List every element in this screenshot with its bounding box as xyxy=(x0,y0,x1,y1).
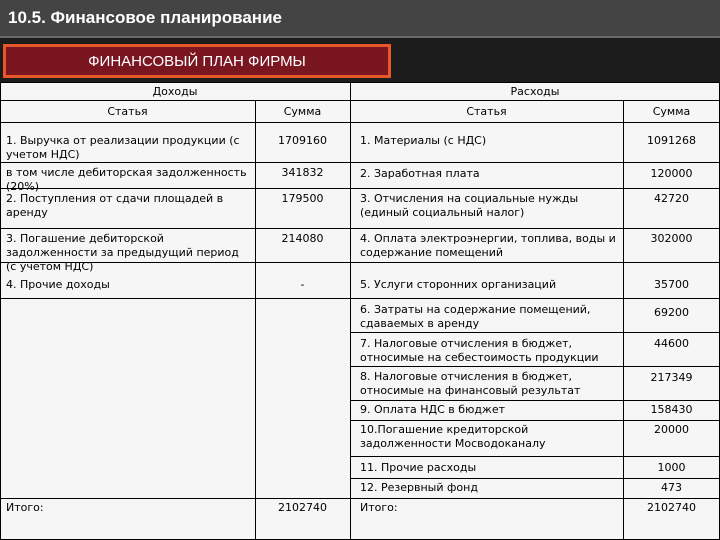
income-row-sum: 1709160 xyxy=(278,134,327,147)
financial-plan-table xyxy=(0,82,720,540)
income-row-sum: 214080 xyxy=(281,232,324,245)
expense-row-item: 7. Налоговые отчисления в бюджет, относимые на себестоимость продукции xyxy=(360,337,599,364)
income-row-item: 2. Поступления от сдачи площадей в аренду xyxy=(6,192,224,219)
table-row-divider xyxy=(0,228,720,229)
table-row-divider xyxy=(350,478,720,479)
expense-sum-header: Сумма xyxy=(652,105,691,118)
plan-title: ФИНАНСОВЫЙ ПЛАН ФИРМЫ xyxy=(88,53,306,70)
income-total-value: 2102740 xyxy=(278,501,327,514)
table-row-divider xyxy=(0,100,720,101)
income-total-label: Итого: xyxy=(6,501,44,514)
income-row-item: 4. Прочие доходы xyxy=(6,278,110,291)
expense-total-label: Итого: xyxy=(360,501,398,514)
table-border-left xyxy=(0,82,1,540)
expense-row-sum: 20000 xyxy=(654,423,689,436)
expense-row-sum: 1000 xyxy=(657,461,686,474)
expense-row-sum: 1091268 xyxy=(647,134,696,147)
expense-row-item: 6. Затраты на содержание помещений, сдаваемых в аренду xyxy=(360,303,591,330)
slide-header xyxy=(0,0,720,38)
table-border-top xyxy=(0,82,720,83)
table-row-divider xyxy=(0,162,720,163)
expense-row-item: 4. Оплата электроэнергии, топлива, воды и содержание помещений xyxy=(360,232,616,259)
expense-row-item: 1. Материалы (с НДС) xyxy=(360,134,487,147)
income-row-item: 3. Погашение дебиторской задолженности за предыдущий период (с учетом НДС) xyxy=(6,232,239,273)
income-row-sum: 341832 xyxy=(281,166,324,179)
expense-total-value: 2102740 xyxy=(647,501,696,514)
expense-row-item: 3. Отчисления на социальные нужды (единый социальный налог) xyxy=(360,192,579,219)
income-sum-header: Сумма xyxy=(283,105,322,118)
table-row-divider xyxy=(350,366,720,367)
income-row-sum: 179500 xyxy=(281,192,324,205)
expense-row-item: 5. Услуги сторонних организаций xyxy=(360,278,557,291)
expense-row-sum: 69200 xyxy=(654,306,689,319)
income-row-item: в том числе дебиторская задолженность (20%) xyxy=(6,166,247,193)
expense-row-item: 10.Погашение кредиторской задолженности Мосводоканалу xyxy=(360,423,546,450)
plan-title-box xyxy=(3,44,391,78)
income-header: Доходы xyxy=(152,85,198,98)
expense-row-sum: 217349 xyxy=(650,371,693,384)
table-row-divider xyxy=(350,400,720,401)
table-row-divider xyxy=(350,332,720,333)
expense-row-item: 2. Заработная плата xyxy=(360,167,480,180)
slide-title: 10.5. Финансовое планирование xyxy=(8,8,282,27)
income-row-sum: - xyxy=(300,278,305,291)
expense-row-sum: 302000 xyxy=(650,232,693,245)
expense-row-item: 12. Резервный фонд xyxy=(360,481,478,494)
table-row-divider xyxy=(350,420,720,421)
table-col-divider xyxy=(350,82,351,540)
table-row-divider xyxy=(350,456,720,457)
table-row-divider xyxy=(0,122,720,123)
expense-item-header: Статья xyxy=(466,105,507,118)
table-row-divider xyxy=(0,498,720,499)
expense-row-item: 8. Налоговые отчисления в бюджет, относимые на финансовый результат xyxy=(360,370,581,397)
table-row-divider xyxy=(0,298,720,299)
expense-row-item: 9. Оплата НДС в бюджет xyxy=(360,403,506,416)
expense-row-sum: 35700 xyxy=(654,278,689,291)
table-row-divider xyxy=(0,188,720,189)
income-row-item: 1. Выручка от реализации продукции (с учетом НДС) xyxy=(6,134,240,161)
expense-row-sum: 44600 xyxy=(654,337,689,350)
expense-row-item: 11. Прочие расходы xyxy=(360,461,477,474)
expense-row-sum: 473 xyxy=(661,481,682,494)
expense-row-sum: 120000 xyxy=(650,167,693,180)
income-item-header: Статья xyxy=(107,105,148,118)
expense-row-sum: 42720 xyxy=(654,192,689,205)
expense-header: Расходы xyxy=(510,85,560,98)
expense-row-sum: 158430 xyxy=(650,403,693,416)
